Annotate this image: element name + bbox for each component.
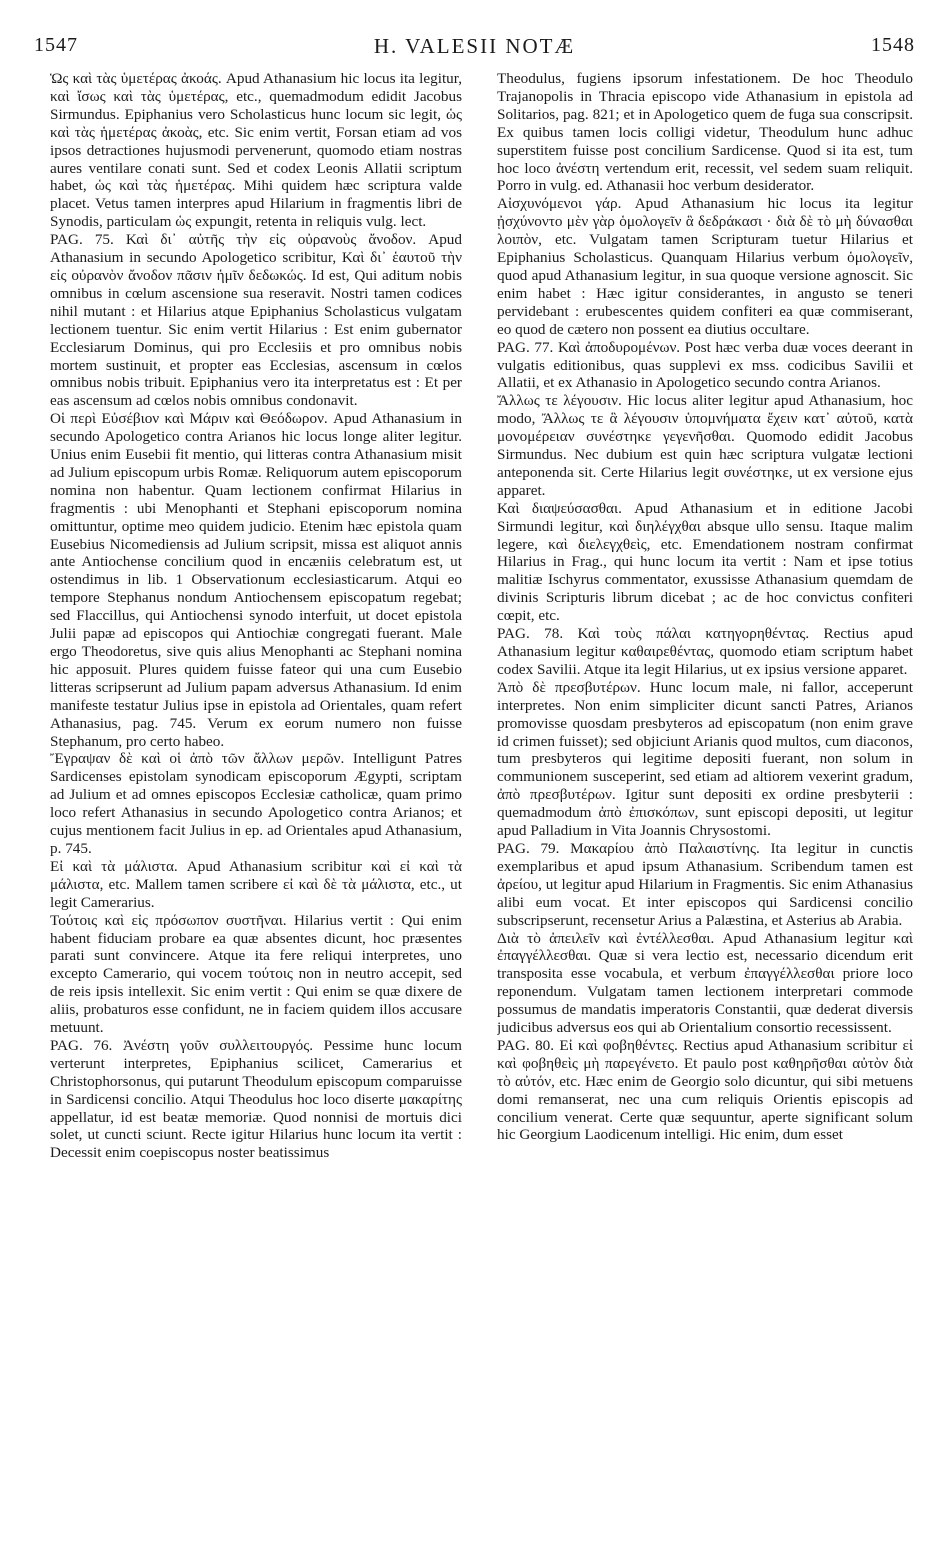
note-paragraph: Διὰ τὸ ἀπειλεῖν καὶ ἐντέλλεσθαι. Apud Athanasium legitur καὶ ἐπαγγέλλεσθαι. Quæ si vera lectio est, necessario dicendum erit transposita esse vocabula, et verbum ἐπαγγέλλεσθαι priore loco reponendum. Vulgatam tamen lectionem interpretari commode possumus de mandatis imperatoris Constantii, quæ dederat diversis judicibus adversus eos qui ab Orientalium consortio recessissent. [497, 929, 913, 1037]
running-title: H. VALESII NOTÆ [373, 34, 576, 58]
note-paragraph: Αἰσχυνόμενοι γάρ. Apud Athanasium hic locus ita legitur ᾐσχύνοντο μὲν γὰρ ὁμολογεῖν ἃ δεδράκασι · διὰ δὲ τὸ μὴ δύνασθαι λοιπὸν, etc. Vulgatam tamen Scripturam tuetur Hilarius et Epiphanius Scholasticus. Quanquam Hilarius verbum ὁμολογεῖν, quod apud Athanasium legitur, in sua quoque versione agnoscit. Sic enim habet : Hæc igitur considerantes, in angusto se teneri pervidebant : erubescentes quidem confiteri ea quæ commiserant, eo quod de cætero non possent ea diutius occultare. [497, 195, 913, 338]
right-column [497, 70, 913, 1530]
note-paragraph: Τούτοις καὶ εἰς πρόσωπον συστῆναι. Hilarius vertit : Qui enim habent fiduciam probare ea quæ absentes dicunt, hoc præsentes parati sunt convincere. Atque ita fere reliqui interpretes, uno excepto Camerario, qui vocem τούτοις non in neutro accepit, sed de reis ipsis intellexit. Sic enim vertit : Qui enim se quæ dixere de aliis, probaturos esse confidunt, ne in faciem quidem illos accusare metuunt. [50, 911, 462, 1037]
note-paragraph: PAG. 75. Καὶ δι᾽ αὐτῆς τὴν εἰς οὐρανοὺς ἄνοδον. Apud Athanasium in secundo Apologetico scribitur, Καὶ δι᾽ ἑαυτοῦ τὴν εἰς οὐρανὸν ἄνοδον πᾶσιν ἡμῖν δεδωκώς. Id est, Qui aditum nobis omnibus in cœlum ascensione sua reseravit. Nostri tamen codices nihil mutant : et Hilarius atque Epiphanius Scholasticus vulgatam lectionem tuentur. Sic enim vertit Hilarius : Est enim gubernator Ecclesiarum Dominus, qui pro Ecclesiis et pro omnibus nobis mortem sustinuit, et propter eas Ecclesias, ascensum in cœlos omnibus nobis tribuit. Epiphanius vero ita interpretatus est : Et per eas ascensum ad cœlos nobis omnibus condonavit. [50, 231, 462, 410]
note-paragraph: Εἰ καὶ τὰ μάλιστα. Apud Athanasium scribitur καὶ εἰ καὶ τὰ μάλιστα, etc. Mallem tamen scribere εἰ καὶ δὲ τὰ μάλιστα, etc., ut legit Camerarius. [50, 857, 462, 911]
note-paragraph: Οἱ περὶ Εὐσέβιον καὶ Μάριν καὶ Θεόδωρον. Apud Athanasium in secundo Apologetico contra Arianos hic locus longe aliter legitur. Unius enim Eusebii fit mentio, qui litteras contra Athanasium misit ad Julium episcopum urbis Romæ. Reliquorum autem episcoporum nomina non habentur. Quam lectionem confirmat Hilarius in fragmentis : ubi Menophanti et Stephani episcoporum nomina omittuntur, optime meo quidem judicio. Etenim hæc epistola quam Eusebius Nicomediensis ad Julium scripsit, missa est aliquot annis ante Antiochense concilium quod in encæniis celebratum est, ut ostendimus in lib. 1 Observationum ecclesiasticarum. Atqui eo tempore Stephanus nondum Antiochensem episcopatum regebat; sed Flaccillus, qui Antiochensi synodo interfuit, ut docet epistola Julii papæ ad episcopos qui Antiochiæ congregati fuerant. Male ergo Theodoretus, sive quis alius Menophanti ac Stephani nomina hic apposuit. Plures quidem fuisse fateor qui una cum Eusebio litteras scripserunt ad Julium papam adversus Athanasium. Id enim manifeste testatur Julius ipse in epistola ad Orientales, quam refert Athanasius, pag. 745. Verum ex eorum numero non fuisse Stephanum, pro certo habeo. [50, 410, 462, 750]
note-paragraph: Theodulus, fugiens ipsorum infestationem. De hoc Theodulo Trajanopolis in Thracia episcopo vide Athanasium in epistola ad Solitarios, pag. 821; et in Apologetico quem de fuga sua conscripsit. Ex quibus tamen locis colligi videtur, Theodulum hunc adhuc superstitem fuisse post concilium Sardicense. Quod si ita est, tum hoc loco ἀνέστη vertendum erit, recessit, vel sedem suam reliquit. Porro in vulg. ed. Athanasii hoc verbum desiderator. [497, 70, 913, 195]
note-paragraph: PAG. 77. Καὶ ἀποδυρομένων. Post hæc verba duæ voces deerant in vulgatis editionibus, quas supplevi ex mss. codicibus Savilii et Allatii, et ex Athanasio in Apologetico secundo contra Arianos. [497, 338, 913, 392]
note-paragraph: Ἀπὸ δὲ πρεσβυτέρων. Hunc locum male, ni fallor, acceperunt interpretes. Non enim simpliciter dicunt sancti Patres, Arianos promovisse quosdam presbyteros ad episcopatum (non enim grave id crimen fuisset); sed objiciunt Arianis quod multos, cum diaconos, tum presbyteros qui legitime depositi fuerant, non solum in communionem susceperint, sed etiam ad altiorem vexerint gradum, ἀπὸ πρεσβυτέρων. Igitur sunt depositi ex ordine presbyterii : quemadmodum ἀπὸ ἐπισκόπων, sunt episcopi depositi, ut legitur apud Palladium in Vita Joannis Chrysostomi. [497, 678, 913, 840]
note-paragraph: PAG. 79. Μακαρίου ἀπὸ Παλαιστίνης. Ita legitur in cunctis exemplaribus et apud ipsum Athanasium. Scribendum tamen est ἀρείου, ut legitur apud Hilarium in Fragmentis. Sic enim Athanasius alibi eum vocat. Et inter episcopos qui Sardicensi concilio subscripserunt, recensetur Arius a Palæstina, et Asterius ab Arabia. [497, 839, 913, 929]
note-paragraph: Ἄλλως τε λέγουσιν. Hic locus aliter legitur apud Athanasium, hoc modo, Ἄλλως τε ἃ λέγουσιν ὑπομνήματα ἔχειν κατ᾽ αὐτοῦ, κατὰ μονομέρειαν συνέστηκε γεγενῆσθαι. Quomodo edidit Jacobus Sirmundus. Nec dubium est quin hæc scriptura vulgatæ lectioni anteponenda sit. Certe Hilarius legit συνέστηκε, ut ex versione ejus apparet. [497, 392, 913, 499]
note-paragraph: Ὡς καὶ τὰς ὑμετέρας ἀκοάς. Apud Athanasium hic locus ita legitur, καὶ ἴσως καὶ τὰς ὑμετέρας, etc., quemadmodum edidit Jacobus Sirmundus. Epiphanius vero Scholasticus hunc locum sic legit, ὡς καὶ τὰς ἡμετέρας ἀκοὰς, etc. Sic enim vertit, Forsan etiam ad vos ipsos detractiones hujusmodi pervenerunt, quomodo etiam nostras aures ventilare conati sunt. Sed et codex Leonis Allatii scriptum habet, ὡς καὶ τὰς ἡμετέρας. Mihi quidem hæc scriptura valde placet. Vetus tamen interpres apud Hilarium in fragmentis libri de Synodis, particulam ὡς expungit, retenta in reliquis vulg. lect. [50, 70, 462, 231]
page-number-left: 1547 [34, 34, 78, 56]
note-paragraph: Καὶ διαψεύσασθαι. Apud Athanasium et in editione Jacobi Sirmundi legitur, καὶ διηλέγχθαι absque ullo sensu. Itaque malim legere, καὶ διελεγχθεὶς, etc. Emendationem nostram confirmat Hilarius in Frag., qui hunc locum ita vertit : Nam et ipse totius malitiæ Ischyrus commentator, exussisse Athanasium quemdam de divinis Scripturis librum dicebat ; ac de hoc convictus confiteri cœpit, etc. [497, 499, 913, 625]
page-number-right: 1548 [871, 34, 915, 56]
note-paragraph: Ἔγραψαν δὲ καὶ οἱ ἀπὸ τῶν ἄλλων μερῶν. Intelligunt Patres Sardicenses epistolam synodicam episcoporum Ægypti, scriptam ad Julium et ad omnes episcopos Ecclesiæ catholicæ, quam primo loco refert Athanasius in secundo Apologetico contra Arianos; et cujus mentionem facit Julius in ep. ad Orientales apud Athanasium, p. 745. [50, 750, 462, 857]
note-paragraph: PAG. 78. Καὶ τοὺς πάλαι κατηγορηθέντας. Rectius apud Athanasium legitur καθαιρεθέντας, quomodo etiam scriptum habet codex Savilii. Atque ita legit Hilarius, ut ex ipsius versione apparet. [497, 625, 913, 678]
note-paragraph: PAG. 80. Εἰ καὶ φοβηθέντες. Rectius apud Athanasium scribitur εἰ καὶ φοβηθεὶς μὴ παρεγένετο. Et paulo post καθηρῆσθαι αὐτὸν διὰ τὸ αὐτόν, etc. Hæc enim de Georgio solo dicuntur, qui sibi metuens domi remanserat, nec una cum reliquis Orientis episcopis ad concilium venerat. Certe quæ sequuntur, aperte significant solum hic Georgium Laodicenum intelligi. Hic enim, dum esset [497, 1036, 913, 1144]
left-column [50, 70, 462, 1530]
note-paragraph: PAG. 76. Ἀνέστη γοῦν συλλειτουργός. Pessime hunc locum verterunt interpretes, Epiphanius scilicet, Camerarius et Christophorsonus, qui putarunt Theodulum episcopum comparuisse in Sardicensi concilio. Atqui Theodulus hoc loco diserte μακαρίτης appellatur, id est beatæ memoriæ. Quod nonnisi de mortuis dici solet, ut cuncti sciunt. Recte igitur Hilarius hunc locum ita vertit : Decessit enim coepiscopus noster beatissimus [50, 1036, 462, 1162]
running-header [34, 34, 915, 64]
